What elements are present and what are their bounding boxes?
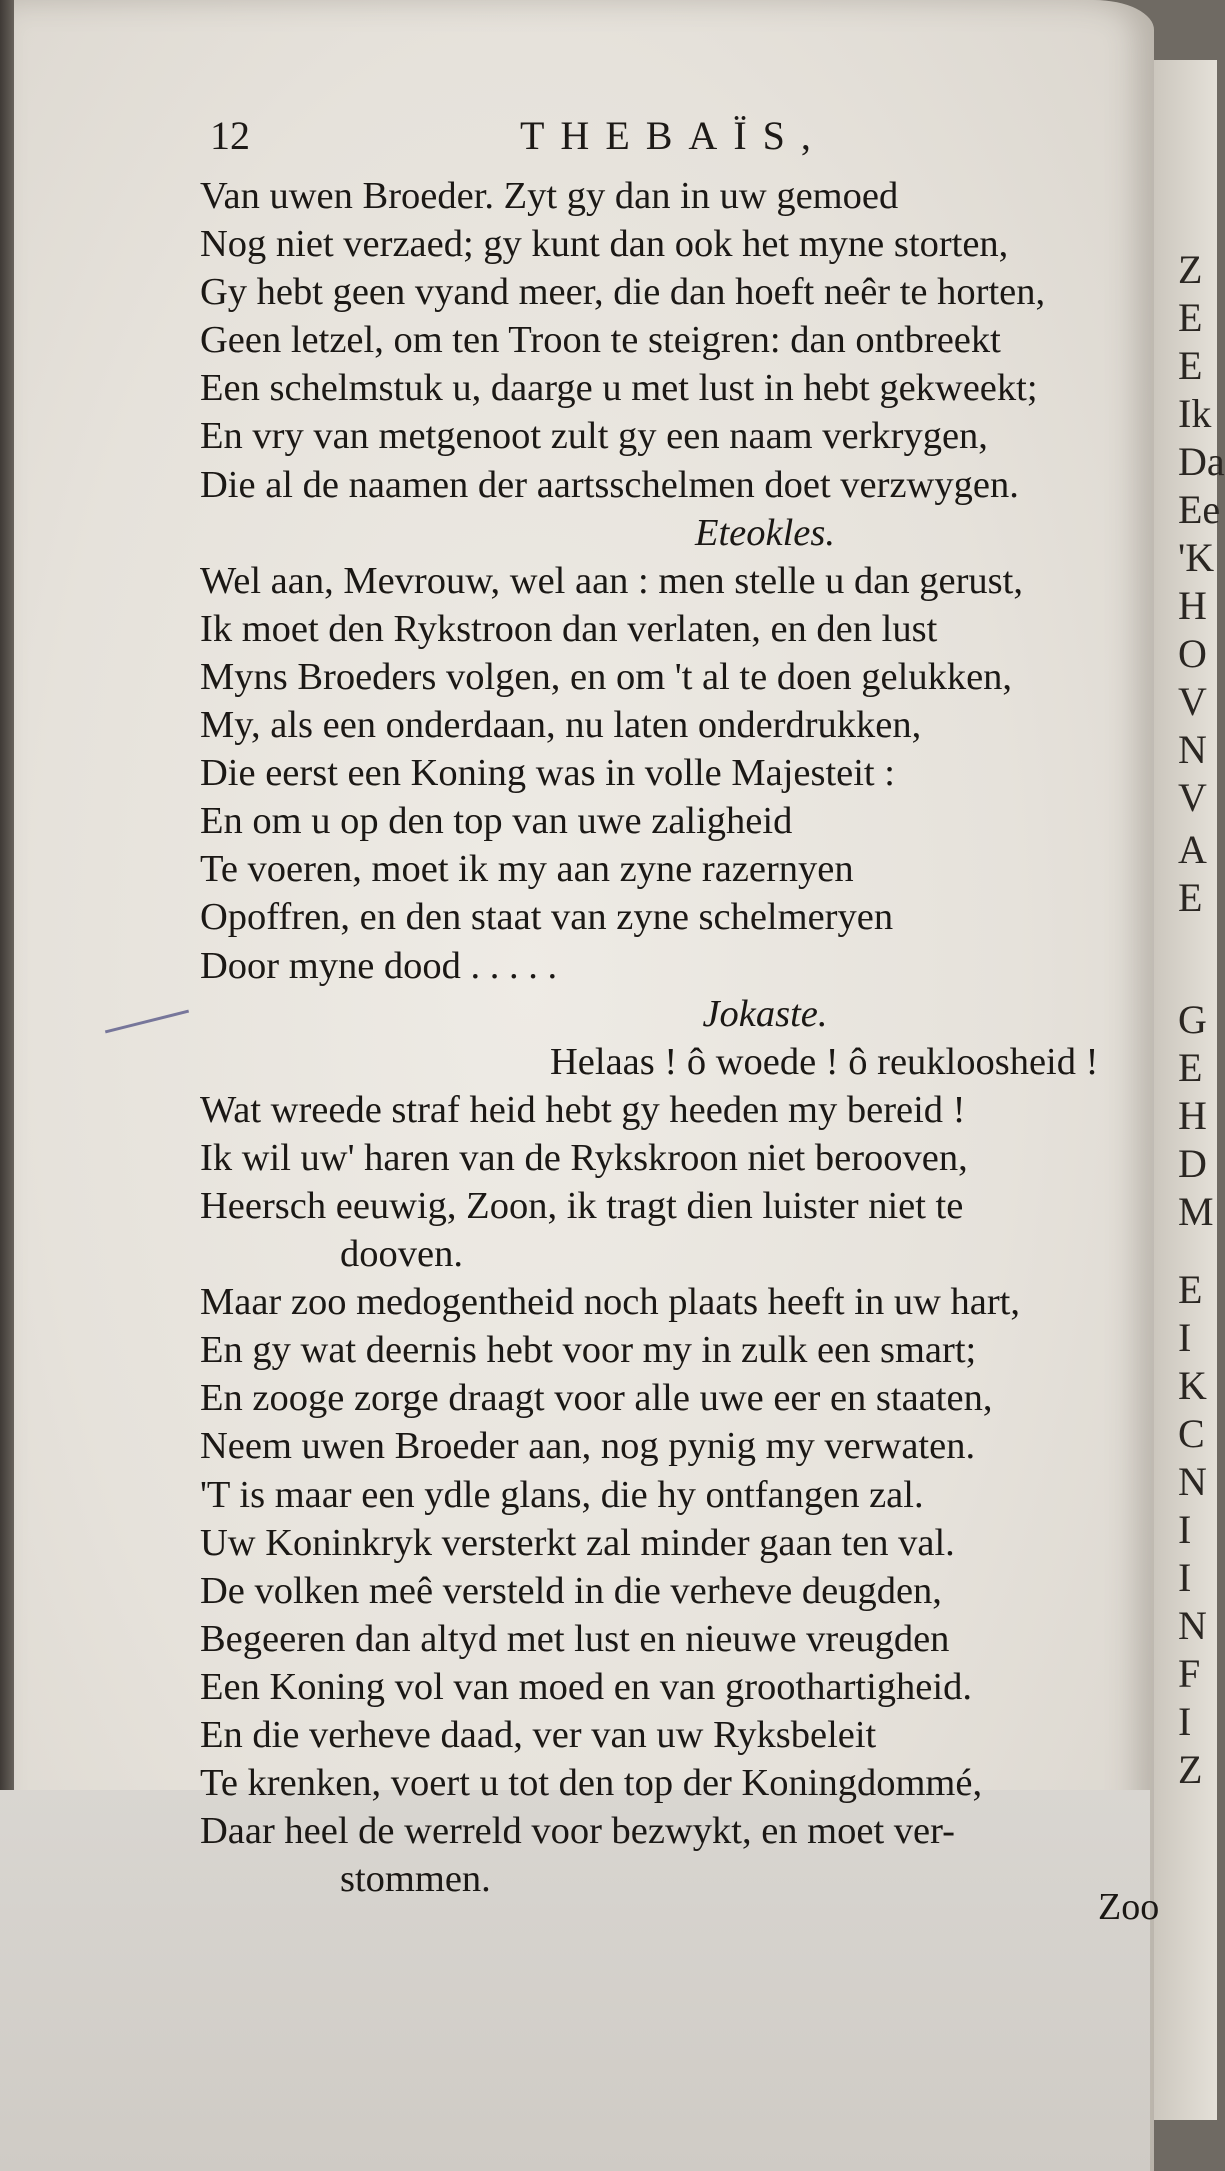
facing-letter: A (1178, 827, 1207, 872)
facing-letter: E (1178, 295, 1203, 340)
facing-letter: Ik (1178, 391, 1212, 436)
facing-letter: N (1178, 1459, 1207, 1504)
facing-letter: E (1178, 1267, 1203, 1312)
facing-letter: K (1178, 1363, 1207, 1408)
facing-letter: V (1178, 775, 1207, 820)
speaker-name-eteokles: Eteokles. (694, 511, 836, 554)
page-header (210, 112, 950, 172)
verse-line: En die verheve daad, ver van uw Ryksbeleit (200, 1714, 877, 1756)
facing-letter: Z (1178, 247, 1203, 292)
verse-line: Neem uwen Broeder aan, nog pynig my verwaten. (200, 1425, 976, 1468)
verse-line: Nog niet verzaed; gy kunt dan ook het myne storten, (200, 223, 1009, 266)
facing-letter: N (1178, 727, 1207, 772)
facing-letter: G (1178, 997, 1207, 1042)
verse-line: Te voeren, moet ik my aan zyne razernyen (200, 848, 854, 891)
facing-letter: Ee (1178, 487, 1221, 532)
facing-letter: I (1178, 1699, 1192, 1744)
verse-line: Wel aan, Mevrouw, wel aan : men stelle u dan gerust, (200, 559, 1023, 602)
facing-letter: N (1178, 1603, 1207, 1648)
facing-letter: H (1178, 583, 1207, 628)
running-title: THEBAÏS, (520, 113, 827, 158)
facing-letter: M (1178, 1189, 1214, 1234)
facing-letter: E (1178, 875, 1203, 920)
verse-line: Helaas ! ô woede ! ô reukloosheid ! (550, 1040, 1099, 1083)
verse-line: Ik moet den Rykstroon dan verlaten, en den lust (200, 607, 938, 650)
facing-letter: Z (1178, 1747, 1203, 1792)
facing-letter: Da (1178, 439, 1225, 484)
verse-line: 'T is maar een ydle glans, die hy ontfangen zal. (200, 1473, 924, 1516)
verse-line: En om u op den top van uwe zaligheid (200, 800, 793, 843)
verse-line: Myns Broeders volgen, en om 't al te doen gelukken, (200, 655, 1013, 698)
facing-letter: E (1178, 1045, 1203, 1090)
verse-line-continuation: stommen. (340, 1858, 491, 1901)
verse-line: En zooge zorge draagt voor alle uwe eer en staaten, (200, 1377, 993, 1420)
verse-line: En gy wat deernis hebt voor my in zulk een smart; (200, 1329, 977, 1372)
verse-line: Die al de naamen der aartsschelmen doet verzwygen. (200, 463, 1019, 506)
facing-letter: O (1178, 631, 1207, 676)
facing-letter: C (1178, 1411, 1205, 1456)
facing-letter: D (1178, 1141, 1207, 1186)
verse-line: Daar heel de werreld voor bezwykt, en moet ver- (200, 1810, 955, 1853)
facing-letter: I (1178, 1315, 1192, 1360)
facing-letter: F (1178, 1651, 1201, 1696)
verse-line: Wat wreede straf heid hebt gy heeden my bereid ! (200, 1088, 966, 1131)
speaker-name-jokaste: Jokaste. (702, 992, 828, 1035)
verse-line-continuation: dooven. (340, 1233, 463, 1276)
facing-letter: 'K (1178, 535, 1215, 580)
facing-letter: H (1178, 1093, 1207, 1138)
verse-line: De volken meê versteld in die verheve deugden, (200, 1569, 942, 1612)
verse-line: Begeeren dan altyd met lust en nieuwe vreugden (200, 1617, 950, 1660)
facing-page-letters (1178, 0, 1225, 2171)
verse-line: Maar zoo medogentheid noch plaats heeft in uw hart, (200, 1281, 1020, 1324)
verse-line: Geen letzel, om ten Troon te steigren: dan ontbreekt (200, 319, 1001, 362)
verse-line: Een Koning vol van moed en van groothartigheid. (200, 1665, 972, 1708)
verse-line: Van uwen Broeder. Zyt gy dan in uw gemoed (200, 175, 899, 217)
verse-line: Opoffren, en den staat van zyne schelmeryen (200, 896, 894, 939)
facing-letter: I (1178, 1555, 1192, 1600)
facing-letter: V (1178, 679, 1207, 724)
verse-line: Te krenken, voert u tot den top der Koningdommé, (200, 1762, 983, 1805)
catchword: Zoo (1098, 1886, 1160, 1928)
verse-line: En vry van metgenoot zult gy een naam verkrygen, (200, 415, 988, 458)
verse-line: Heersch eeuwig, Zoon, ik tragt dien luister niet te (200, 1184, 964, 1227)
verse-line: My, als een onderdaan, nu laten onderdrukken, (200, 704, 922, 747)
facing-letter: E (1178, 343, 1203, 388)
verse-line: Uw Koninkryk versterkt zal minder gaan ten val. (200, 1521, 955, 1564)
page-number: 12 (210, 113, 250, 158)
verse-line: Een schelmstuk u, daarge u met lust in hebt gekweekt; (200, 367, 1038, 410)
verse-line: Die eerst een Koning was in volle Majesteit : (200, 752, 895, 795)
verse-text (200, 172, 1150, 1903)
verse-line: Door myne dood . . . . . (200, 944, 558, 987)
facing-letter: I (1178, 1507, 1192, 1552)
verse-line: Ik wil uw' haren van de Rykskroon niet berooven, (200, 1136, 968, 1179)
verse-line: Gy hebt geen vyand meer, die dan hoeft neêr te horten, (200, 271, 1046, 314)
